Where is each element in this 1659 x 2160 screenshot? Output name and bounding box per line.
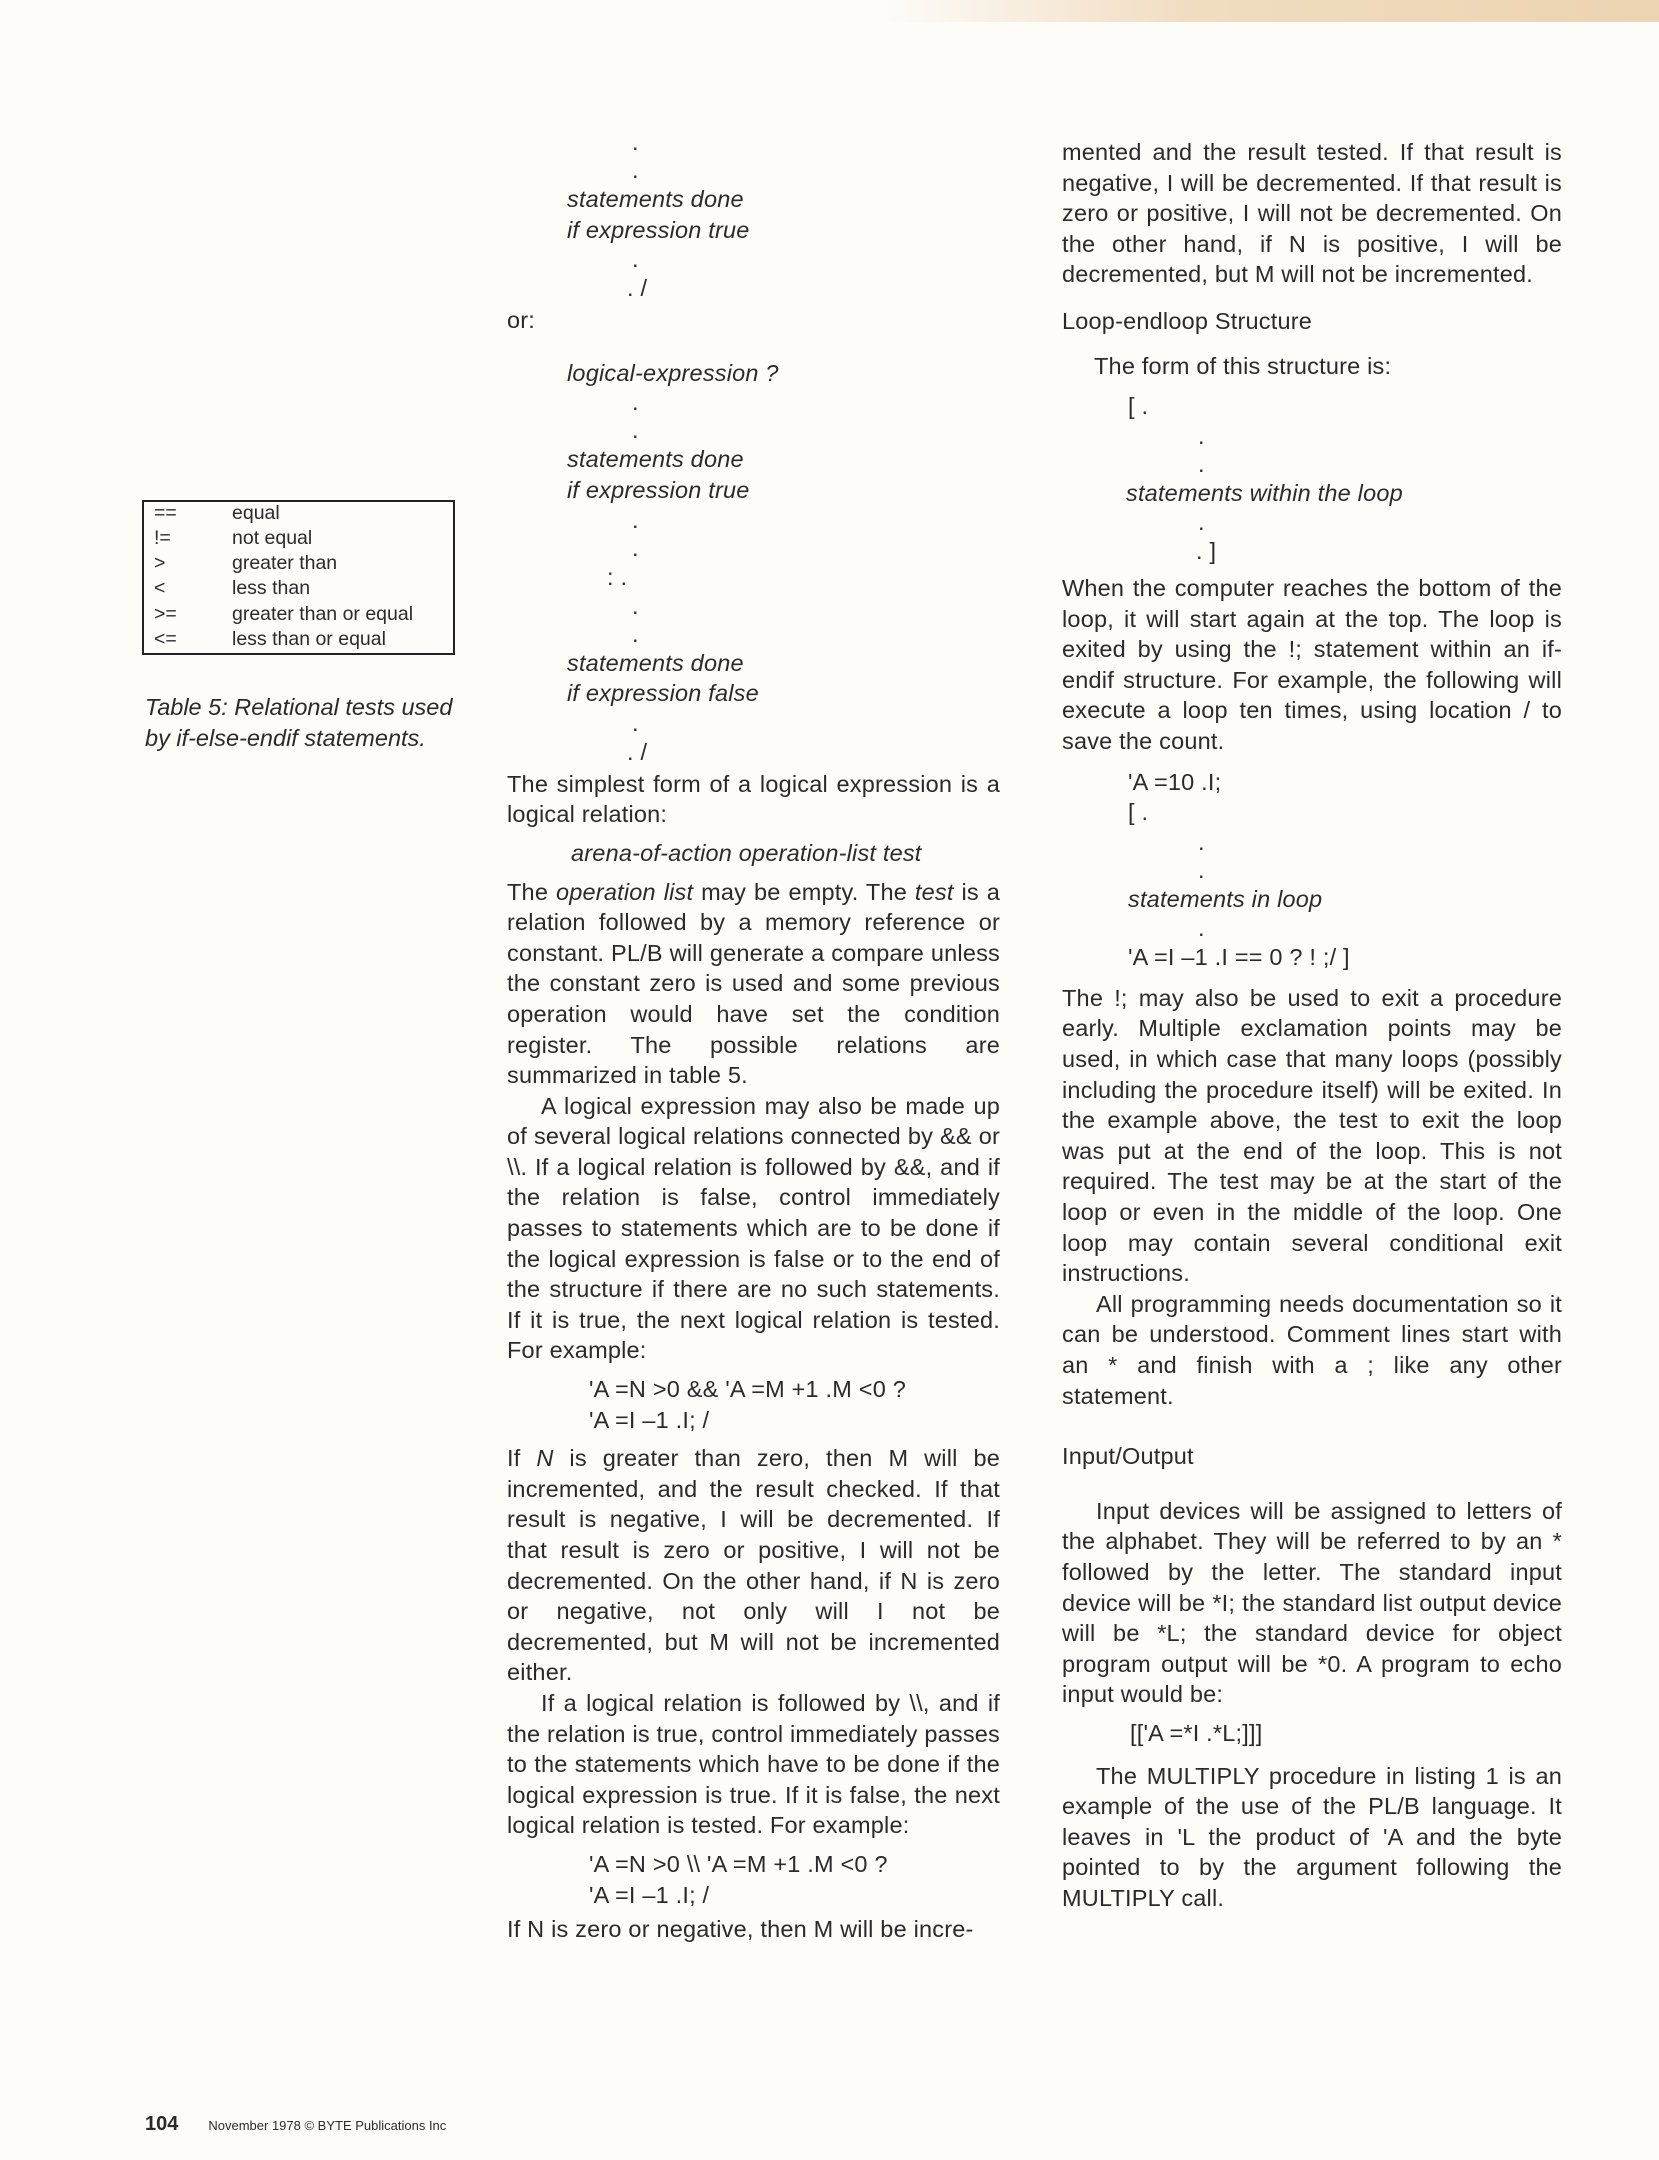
section-heading: Loop-endloop Structure xyxy=(1062,307,1313,334)
code-line: logical-expression ? xyxy=(567,359,779,386)
paragraph: Input devices will be assigned to letters of the alphabet. They will be referred to by an * followed by the letter. The standard input device will be *I; the standard list output device will be *L; the standard device for object program output will be *0. A program to echo input would be: xyxy=(1062,1497,1562,1708)
paragraph: mented and the result tested. If that result is negative, I will be decremented. If that result is zero or positive, I will not be decremented. On the other hand, if N is positive, I will be decremented, but M will not be incremented. xyxy=(1062,139,1562,288)
code-line: if expression true xyxy=(567,476,750,503)
page-footer xyxy=(145,2113,446,2136)
paragraph: The operation list may be empty. The test is a relation followed by a memory reference or constant. PL/B will generate a compare unless the constant zero is used and some previous operation would have set the condition register. The possible relations are summarized in table 5. xyxy=(507,878,1001,1089)
table-row xyxy=(143,552,454,577)
ellipsis-dot: . xyxy=(1198,915,1205,942)
ellipsis-dot: . xyxy=(632,592,639,619)
or-label: or: xyxy=(507,307,536,334)
ellipsis-dot: . xyxy=(632,246,639,273)
ellipsis-dot: . xyxy=(632,129,639,155)
table-row xyxy=(143,628,454,654)
code-line: if expression true xyxy=(567,216,750,243)
code-line: if expression false xyxy=(567,680,759,707)
code-line: . / xyxy=(627,738,648,765)
code-line: statements done xyxy=(567,649,744,676)
code-line: 'A =I –1 .I; / xyxy=(589,1881,710,1908)
ellipsis-dot: . xyxy=(1198,509,1205,536)
footer-credit: November 1978 © BYTE Publications Inc xyxy=(208,2118,447,2133)
table-row xyxy=(143,501,454,527)
meaning-cell: less than or equal xyxy=(232,627,386,650)
code-line: 'A =10 .I; xyxy=(1128,768,1222,795)
code-line: statements done xyxy=(567,186,744,212)
ellipsis-dot: . xyxy=(1198,856,1205,883)
paragraph: If N is greater than zero, then M will be incremented, and the result checked. If that result is negative, I will be decremented. If that result is zero or positive, I will not be decremented. On the other hand, if N is zero or negative, not only will I not be decremented, but M will not be incremented either. xyxy=(507,1445,1000,1686)
relation-form: arena-of-action operation-list test xyxy=(571,839,922,866)
paragraph: The !; may also be used to exit a procedure early. Multiple exclamation points may be used, in which case that many loops (possibly including the procedure itself) will be exited. In the example above, the test to exit the loop was put at the end of the loop. This is not required. The test may be at the start of the loop or even in the middle of the loop. One loop may contain several conditional exit instructions. xyxy=(1062,984,1562,1287)
meaning-cell: greater than or equal xyxy=(232,602,414,625)
ellipsis-dot: . xyxy=(632,620,639,647)
ellipsis-dot: . xyxy=(632,709,639,736)
ellipsis-dot: . xyxy=(1198,828,1205,855)
meaning-cell: not equal xyxy=(232,527,313,550)
ellipsis-dot: . xyxy=(632,389,639,416)
ellipsis-dot: . xyxy=(632,157,639,183)
paragraph: The form of this structure is: xyxy=(1094,352,1392,379)
paragraph: The simplest form of a logical expression is a logical relation: xyxy=(507,770,1000,828)
code-line: [ . xyxy=(1128,393,1149,420)
code-line: statements done xyxy=(567,446,744,473)
page-number: 104 xyxy=(145,2113,179,2135)
code-line: . / xyxy=(627,275,648,302)
table-caption: Table 5: Relational tests used by if-else-endif statements. xyxy=(145,694,453,751)
table-row xyxy=(143,527,454,552)
operator-cell: >= xyxy=(154,602,177,625)
code-line: [['A =*I .*L;]]] xyxy=(1130,1719,1263,1746)
ellipsis-dot: . xyxy=(1198,422,1205,449)
code-line: statements within the loop xyxy=(1126,479,1403,506)
paragraph: A logical expression may also be made up of several logical relations connected by && or \\. If a logical relation is followed by &&, and if the relation is false, control immediately passes to statements which are to be done if the logical expression is false or to the end of the structure if there are no such statements. If it is true, the next logical relation is tested. For example: xyxy=(507,1092,1000,1364)
middle-column xyxy=(507,128,1000,1945)
ellipsis-dot: . xyxy=(632,534,639,561)
operator-cell: > xyxy=(154,552,166,575)
page-edge-discoloration xyxy=(880,0,1659,22)
paragraph: If a logical relation is followed by \\, and if the relation is true, control immediately passes to the statements which have to be done if the logical expression is true. If it is false, the next logical relation is tested. For example: xyxy=(507,1689,1000,1839)
operator-cell: < xyxy=(154,577,166,600)
code-line: statements in loop xyxy=(1128,885,1323,912)
meaning-cell: equal xyxy=(232,502,280,524)
code-line: 'A =I –1 .I == 0 ? ! ;/ ] xyxy=(1128,944,1350,971)
code-line: [ . xyxy=(1128,799,1149,826)
ellipsis-dot: . xyxy=(632,506,639,533)
table-row xyxy=(143,577,454,602)
operator-cell: == xyxy=(154,502,177,524)
ellipsis-dot: . xyxy=(1198,450,1205,477)
operator-cell: != xyxy=(154,527,171,550)
code-line: : . xyxy=(607,563,628,590)
relational-tests-table xyxy=(142,500,455,655)
paragraph: If N is zero or negative, then M will be incre- xyxy=(507,1916,974,1943)
meaning-cell: less than xyxy=(232,577,311,600)
code-line: . ] xyxy=(1196,538,1217,565)
code-line: 'A =I –1 .I; / xyxy=(589,1406,710,1433)
table-row xyxy=(143,603,454,628)
meaning-cell: greater than xyxy=(232,552,338,575)
paragraph: The MULTIPLY procedure in listing 1 is an example of the use of the PL/B language. It leaves in 'L the product of 'A and the byte pointed to by the argument following the MULTIPLY call. xyxy=(1062,1762,1562,1911)
code-line: 'A =N >0 && 'A =M +1 .M <0 ? xyxy=(589,1376,906,1403)
section-heading: Input/Output xyxy=(1062,1443,1194,1470)
paragraph: When the computer reaches the bottom of the loop, it will start again at the top. The loop is exited by using the !; statement within an if-endif structure. For example, the following will execute a loop ten times, using location / to save the count. xyxy=(1062,574,1562,754)
right-column xyxy=(1062,137,1562,1914)
paragraph: All programming needs documentation so it can be understood. Comment lines start with an * and finish with a ; like any other statement. xyxy=(1062,1290,1562,1409)
code-line: 'A =N >0 \\ 'A =M +1 .M <0 ? xyxy=(589,1850,888,1877)
operator-cell: <= xyxy=(154,627,177,650)
ellipsis-dot: . xyxy=(632,417,639,444)
